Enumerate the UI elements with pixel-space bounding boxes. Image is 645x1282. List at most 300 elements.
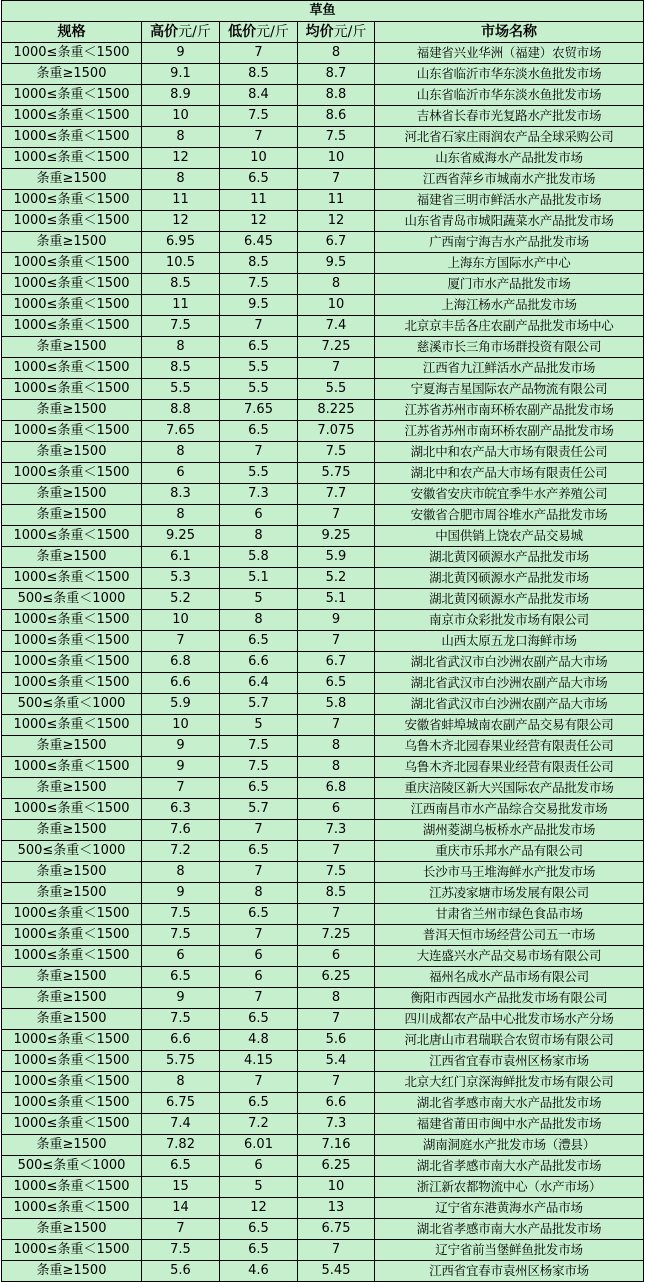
header-high [142,22,220,43]
spec-cell: 1000≤条重＜1500 [2,568,142,589]
spec-cell: 1000≤条重＜1500 [2,316,142,337]
spec-cell: 条重≥1500 [2,64,142,85]
market-name-cell: 福建省莆田市闽中水产品批发市场 [375,1114,644,1135]
avg-price-cell: 7.16 [298,1135,375,1156]
market-name-cell: 慈溪市长三角市场群投资有限公司 [375,337,644,358]
table-row [2,1135,644,1156]
table-row [2,883,644,904]
spec-cell: 条重≥1500 [2,400,142,421]
low-price-cell: 7 [220,925,298,946]
high-price-cell: 8 [142,862,220,883]
low-price-cell: 7.5 [220,736,298,757]
high-price-cell: 12 [142,148,220,169]
market-name-cell: 江西省宜春市袁州区杨家市场 [375,1051,644,1072]
table-row [2,1030,644,1051]
low-price-cell: 6.5 [220,778,298,799]
market-name-cell: 北京京丰岳各庄农副产品批发市场中心 [375,316,644,337]
low-price-cell: 7.2 [220,1114,298,1135]
table-row [2,148,644,169]
spec-cell: 条重≥1500 [2,1261,142,1282]
low-price-cell: 5.7 [220,694,298,715]
high-price-cell: 6.75 [142,1093,220,1114]
table-row [2,1177,644,1198]
spec-cell: 条重≥1500 [2,883,142,904]
table-row [2,43,644,64]
high-price-cell: 10 [142,715,220,736]
low-price-cell: 5 [220,715,298,736]
table-row [2,694,644,715]
market-name-cell: 河北省石家庄雨润农产品全球采购公司 [375,127,644,148]
low-price-cell: 6 [220,1156,298,1177]
table-row [2,946,644,967]
table-row [2,421,644,442]
table-row [2,757,644,778]
spec-cell: 1000≤条重＜1500 [2,253,142,274]
spec-cell: 条重≥1500 [2,967,142,988]
low-price-cell: 8 [220,526,298,547]
high-price-cell: 12 [142,211,220,232]
table-row [2,526,644,547]
low-price-cell: 4.15 [220,1051,298,1072]
market-name-cell: 吉林省长春市光复路水产批发市场 [375,106,644,127]
avg-price-cell: 7 [298,1072,375,1093]
table-row [2,1219,644,1240]
table-row [2,589,644,610]
market-name-cell: 山东省临沂市华东淡水鱼批发市场 [375,64,644,85]
spec-cell: 1000≤条重＜1500 [2,904,142,925]
high-price-cell: 6 [142,946,220,967]
avg-price-cell: 7.4 [298,316,375,337]
spec-cell: 1000≤条重＜1500 [2,274,142,295]
table-row [2,1198,644,1219]
market-name-cell: 中国供销上饶农产品交易城 [375,526,644,547]
avg-price-cell: 5.2 [298,568,375,589]
spec-cell: 条重≥1500 [2,169,142,190]
header-avg-label: 均价 [305,24,334,40]
low-price-cell: 8 [220,883,298,904]
avg-price-cell: 6.25 [298,967,375,988]
market-name-cell: 衡阳市西园水产品批发市场有限公司 [375,988,644,1009]
table-row [2,1240,644,1261]
avg-price-cell: 7 [298,904,375,925]
market-name-cell: 甘肃省兰州市绿色食品市场 [375,904,644,925]
market-name-cell: 广西南宁海吉水产品批发市场 [375,232,644,253]
high-price-cell: 10 [142,610,220,631]
spec-cell: 500≤条重＜1000 [2,589,142,610]
high-price-cell: 8 [142,505,220,526]
avg-price-cell: 7.25 [298,925,375,946]
avg-price-cell: 5.5 [298,379,375,400]
high-price-cell: 7 [142,1219,220,1240]
table-row [2,253,644,274]
high-price-cell: 10 [142,106,220,127]
low-price-cell: 7 [220,43,298,64]
avg-price-cell: 9.25 [298,526,375,547]
high-price-cell: 5.6 [142,1261,220,1282]
low-price-cell: 6.5 [220,421,298,442]
avg-price-cell: 6 [298,799,375,820]
avg-price-cell: 7 [298,715,375,736]
market-name-cell: 湖北省孝感市南大水产品批发市场 [375,1219,644,1240]
header-high-label: 高价 [150,24,179,40]
high-price-cell: 8 [142,169,220,190]
low-price-cell: 4.8 [220,1030,298,1051]
low-price-cell: 6.01 [220,1135,298,1156]
table-row [2,1114,644,1135]
table-row [2,862,644,883]
market-name-cell: 江苏省苏州市南环桥农副产品批发市场 [375,421,644,442]
avg-price-cell: 5.4 [298,1051,375,1072]
avg-price-cell: 5.6 [298,1030,375,1051]
market-name-cell: 福建省三明市鲜活水产品批发市场 [375,190,644,211]
spec-cell: 条重≥1500 [2,778,142,799]
avg-price-cell: 8 [298,988,375,1009]
market-name-cell: 乌鲁木齐北园春果业经营有限责任公司 [375,757,644,778]
avg-price-cell: 7.7 [298,484,375,505]
market-name-cell: 上海江杨水产品批发市场 [375,295,644,316]
avg-price-cell: 6.6 [298,1093,375,1114]
high-price-cell: 8 [142,127,220,148]
spec-cell: 1000≤条重＜1500 [2,526,142,547]
table-row [2,1072,644,1093]
high-price-cell: 8.8 [142,400,220,421]
spec-cell: 条重≥1500 [2,337,142,358]
market-name-cell: 山东省威海水产品批发市场 [375,148,644,169]
header-low-label: 低价 [228,24,257,40]
table-row [2,127,644,148]
low-price-cell: 8 [220,610,298,631]
high-price-cell: 14 [142,1198,220,1219]
low-price-cell: 8.5 [220,64,298,85]
low-price-cell: 7.3 [220,484,298,505]
table-row [2,631,644,652]
low-price-cell: 5.5 [220,358,298,379]
low-price-cell: 7 [220,820,298,841]
market-name-cell: 江西省宜春市袁州区杨家市场 [375,1261,644,1282]
header-row [2,22,644,43]
spec-cell: 1000≤条重＜1500 [2,610,142,631]
spec-cell: 1000≤条重＜1500 [2,85,142,106]
high-price-cell: 11 [142,295,220,316]
low-price-cell: 7 [220,862,298,883]
low-price-cell: 6.5 [220,1219,298,1240]
table-row [2,106,644,127]
avg-price-cell: 5.45 [298,1261,375,1282]
market-name-cell: 湖北省武汉市白沙洲农副产品大市场 [375,652,644,673]
market-name-cell: 湖北省孝感市南大水产品批发市场 [375,1156,644,1177]
low-price-cell: 6.5 [220,631,298,652]
spec-cell: 1000≤条重＜1500 [2,463,142,484]
high-price-cell: 5.9 [142,694,220,715]
market-name-cell: 湖南洞庭水产批发市场（澧县） [375,1135,644,1156]
table-row [2,484,644,505]
high-price-cell: 7.5 [142,904,220,925]
spec-cell: 1000≤条重＜1500 [2,946,142,967]
high-price-cell: 7.5 [142,316,220,337]
header-spec: 规格 [2,22,142,43]
spec-cell: 500≤条重＜1000 [2,841,142,862]
table-row [2,715,644,736]
market-name-cell: 四川成都农产品中心批发市场水产分场 [375,1009,644,1030]
table-row [2,337,644,358]
table-row [2,1051,644,1072]
high-price-cell: 15 [142,1177,220,1198]
table-row [2,295,644,316]
market-name-cell: 乌鲁木齐北园春果业经营有限责任公司 [375,736,644,757]
spec-cell: 条重≥1500 [2,988,142,1009]
spec-cell: 条重≥1500 [2,484,142,505]
low-price-cell: 9.5 [220,295,298,316]
avg-price-cell: 10 [298,295,375,316]
market-name-cell: 北京大红门京深海鲜批发市场有限公司 [375,1072,644,1093]
table-row [2,463,644,484]
high-price-cell: 8.3 [142,484,220,505]
high-price-cell: 6.1 [142,547,220,568]
table-row [2,925,644,946]
market-name-cell: 湖北中和农产品大市场有限责任公司 [375,442,644,463]
low-price-cell: 12 [220,211,298,232]
high-price-cell: 7 [142,778,220,799]
low-price-cell: 5.8 [220,547,298,568]
avg-price-cell: 9.5 [298,253,375,274]
avg-price-cell: 6.7 [298,232,375,253]
spec-cell: 500≤条重＜1000 [2,1156,142,1177]
high-price-cell: 6.5 [142,1156,220,1177]
spec-cell: 条重≥1500 [2,862,142,883]
avg-price-cell: 6.75 [298,1219,375,1240]
spec-cell: 500≤条重＜1000 [2,694,142,715]
low-price-cell: 8.5 [220,253,298,274]
market-name-cell: 湖州菱湖乌板桥水产品批发市场 [375,820,644,841]
high-price-cell: 9.1 [142,64,220,85]
spec-cell: 条重≥1500 [2,1009,142,1030]
low-price-cell: 7.65 [220,400,298,421]
low-price-cell: 8.4 [220,85,298,106]
spec-cell: 条重≥1500 [2,505,142,526]
low-price-cell: 7 [220,1072,298,1093]
spec-cell: 1000≤条重＜1500 [2,1114,142,1135]
spec-cell: 1000≤条重＜1500 [2,631,142,652]
low-price-cell: 5.5 [220,379,298,400]
avg-price-cell: 8 [298,43,375,64]
market-name-cell: 湖北省武汉市白沙洲农副产品大市场 [375,673,644,694]
avg-price-cell: 7 [298,358,375,379]
avg-price-cell: 6.25 [298,1156,375,1177]
avg-price-cell: 8.6 [298,106,375,127]
market-name-cell: 大连盛兴水产品交易市场有限公司 [375,946,644,967]
low-price-cell: 7 [220,988,298,1009]
low-price-cell: 10 [220,148,298,169]
high-price-cell: 7.6 [142,820,220,841]
market-name-cell: 山西太原五龙口海鲜市场 [375,631,644,652]
avg-price-cell: 8.5 [298,883,375,904]
avg-price-cell: 8.225 [298,400,375,421]
high-price-cell: 5.2 [142,589,220,610]
header-avg [298,22,375,43]
low-price-cell: 6.4 [220,673,298,694]
high-price-cell: 10.5 [142,253,220,274]
avg-price-cell: 8 [298,736,375,757]
avg-price-cell: 7.075 [298,421,375,442]
market-name-cell: 福建省兴业华洲（福建）农贸市场 [375,43,644,64]
low-price-cell: 7 [220,127,298,148]
table-row [2,1093,644,1114]
high-price-cell: 6.6 [142,673,220,694]
high-price-cell: 9 [142,43,220,64]
market-name-cell: 江西南昌市水产品综合交易批发市场 [375,799,644,820]
market-name-cell: 浙江新农都物流中心（水产市场） [375,1177,644,1198]
table-row [2,379,644,400]
avg-price-cell: 5.9 [298,547,375,568]
high-price-cell: 8.9 [142,85,220,106]
low-price-cell: 6.5 [220,1009,298,1030]
table-row [2,673,644,694]
avg-price-cell: 7.3 [298,820,375,841]
spec-cell: 1000≤条重＜1500 [2,1240,142,1261]
table-row [2,169,644,190]
low-price-cell: 12 [220,1198,298,1219]
spec-cell: 1000≤条重＜1500 [2,148,142,169]
table-row [2,652,644,673]
market-name-cell: 安徽省合肥市周谷堆水产品批发市场 [375,505,644,526]
avg-price-cell: 12 [298,211,375,232]
table-row [2,799,644,820]
market-name-cell: 江西省萍乡市城南水产批发市场 [375,169,644,190]
market-name-cell: 南京市众彩批发市场有限公司 [375,610,644,631]
spec-cell: 条重≥1500 [2,232,142,253]
table-row [2,190,644,211]
market-name-cell: 湖北黄冈硕源水产品批发市场 [375,589,644,610]
market-name-cell: 重庆涪陵区新大兴国际农产品批发市场 [375,778,644,799]
high-price-cell: 8 [142,337,220,358]
avg-price-cell: 10 [298,148,375,169]
avg-price-cell: 7 [298,169,375,190]
low-price-cell: 6.5 [220,904,298,925]
market-name-cell: 河北唐山市君瑞联合农贸市场有限公司 [375,1030,644,1051]
market-name-cell: 湖北省孝感市南大水产品批发市场 [375,1093,644,1114]
low-price-cell: 5.7 [220,799,298,820]
table-row [2,316,644,337]
spec-cell: 条重≥1500 [2,820,142,841]
low-price-cell: 6 [220,946,298,967]
spec-cell: 1000≤条重＜1500 [2,925,142,946]
low-price-cell: 11 [220,190,298,211]
high-price-cell: 7.4 [142,1114,220,1135]
low-price-cell: 6.6 [220,652,298,673]
spec-cell: 1000≤条重＜1500 [2,1051,142,1072]
market-name-cell: 湖北省武汉市白沙洲农副产品大市场 [375,694,644,715]
high-price-cell: 6.8 [142,652,220,673]
high-price-cell: 7 [142,631,220,652]
table-row [2,442,644,463]
table-row [2,1009,644,1030]
avg-price-cell: 5.8 [298,694,375,715]
high-price-cell: 8 [142,1072,220,1093]
low-price-cell: 7.5 [220,757,298,778]
avg-price-cell: 5.1 [298,589,375,610]
table-row [2,841,644,862]
price-table-body [2,1,644,1282]
low-price-cell: 6.45 [220,232,298,253]
low-price-cell: 6.5 [220,841,298,862]
high-price-cell: 8.5 [142,274,220,295]
low-price-cell: 7.5 [220,274,298,295]
market-name-cell: 湖北黄冈硕源水产品批发市场 [375,547,644,568]
avg-price-cell: 7.25 [298,337,375,358]
spec-cell: 条重≥1500 [2,1219,142,1240]
header-high-unit: 元/斤 [178,24,211,40]
avg-price-cell: 7.5 [298,442,375,463]
high-price-cell: 9 [142,757,220,778]
table-row [2,358,644,379]
avg-price-cell: 13 [298,1198,375,1219]
table-title: 草鱼 [2,1,644,22]
high-price-cell: 7.82 [142,1135,220,1156]
table-row [2,988,644,1009]
high-price-cell: 7.2 [142,841,220,862]
table-row [2,211,644,232]
table-row [2,736,644,757]
spec-cell: 1000≤条重＜1500 [2,379,142,400]
spec-cell: 条重≥1500 [2,442,142,463]
spec-cell: 条重≥1500 [2,736,142,757]
low-price-cell: 4.6 [220,1261,298,1282]
table-row [2,1261,644,1282]
high-price-cell: 7.65 [142,421,220,442]
spec-cell: 1000≤条重＜1500 [2,652,142,673]
low-price-cell: 7 [220,316,298,337]
market-name-cell: 厦门市水产品批发市场 [375,274,644,295]
avg-price-cell: 7.3 [298,1114,375,1135]
avg-price-cell: 7.5 [298,862,375,883]
spec-cell: 1000≤条重＜1500 [2,673,142,694]
low-price-cell: 5 [220,589,298,610]
spec-cell: 1000≤条重＜1500 [2,358,142,379]
low-price-cell: 5.1 [220,568,298,589]
header-avg-unit: 元/斤 [333,24,367,40]
market-name-cell: 安徽省蚌埠城南农副产品交易有限公司 [375,715,644,736]
market-name-cell: 湖北黄冈硕源水产品批发市场 [375,568,644,589]
spec-cell: 1000≤条重＜1500 [2,1093,142,1114]
avg-price-cell: 8 [298,274,375,295]
avg-price-cell: 7 [298,841,375,862]
high-price-cell: 11 [142,190,220,211]
market-name-cell: 山东省青岛市城阳蔬菜水产品批发市场 [375,211,644,232]
low-price-cell: 7.5 [220,106,298,127]
spec-cell: 1000≤条重＜1500 [2,1072,142,1093]
high-price-cell: 6.3 [142,799,220,820]
spec-cell: 1000≤条重＜1500 [2,43,142,64]
price-table [1,0,644,1282]
high-price-cell: 9 [142,736,220,757]
high-price-cell: 6.6 [142,1030,220,1051]
table-row [2,232,644,253]
market-name-cell: 重庆市乐邦水产品有限公司 [375,841,644,862]
spec-cell: 1000≤条重＜1500 [2,211,142,232]
table-row [2,778,644,799]
high-price-cell: 6.95 [142,232,220,253]
header-market: 市场名称 [375,22,644,43]
spec-cell: 1000≤条重＜1500 [2,757,142,778]
spec-cell: 1000≤条重＜1500 [2,1030,142,1051]
high-price-cell: 9 [142,988,220,1009]
avg-price-cell: 6 [298,946,375,967]
market-name-cell: 辽宁省前当堡鲜鱼批发市场 [375,1240,644,1261]
spec-cell: 1000≤条重＜1500 [2,421,142,442]
low-price-cell: 6.5 [220,1093,298,1114]
low-price-cell: 5.5 [220,463,298,484]
table-row [2,505,644,526]
